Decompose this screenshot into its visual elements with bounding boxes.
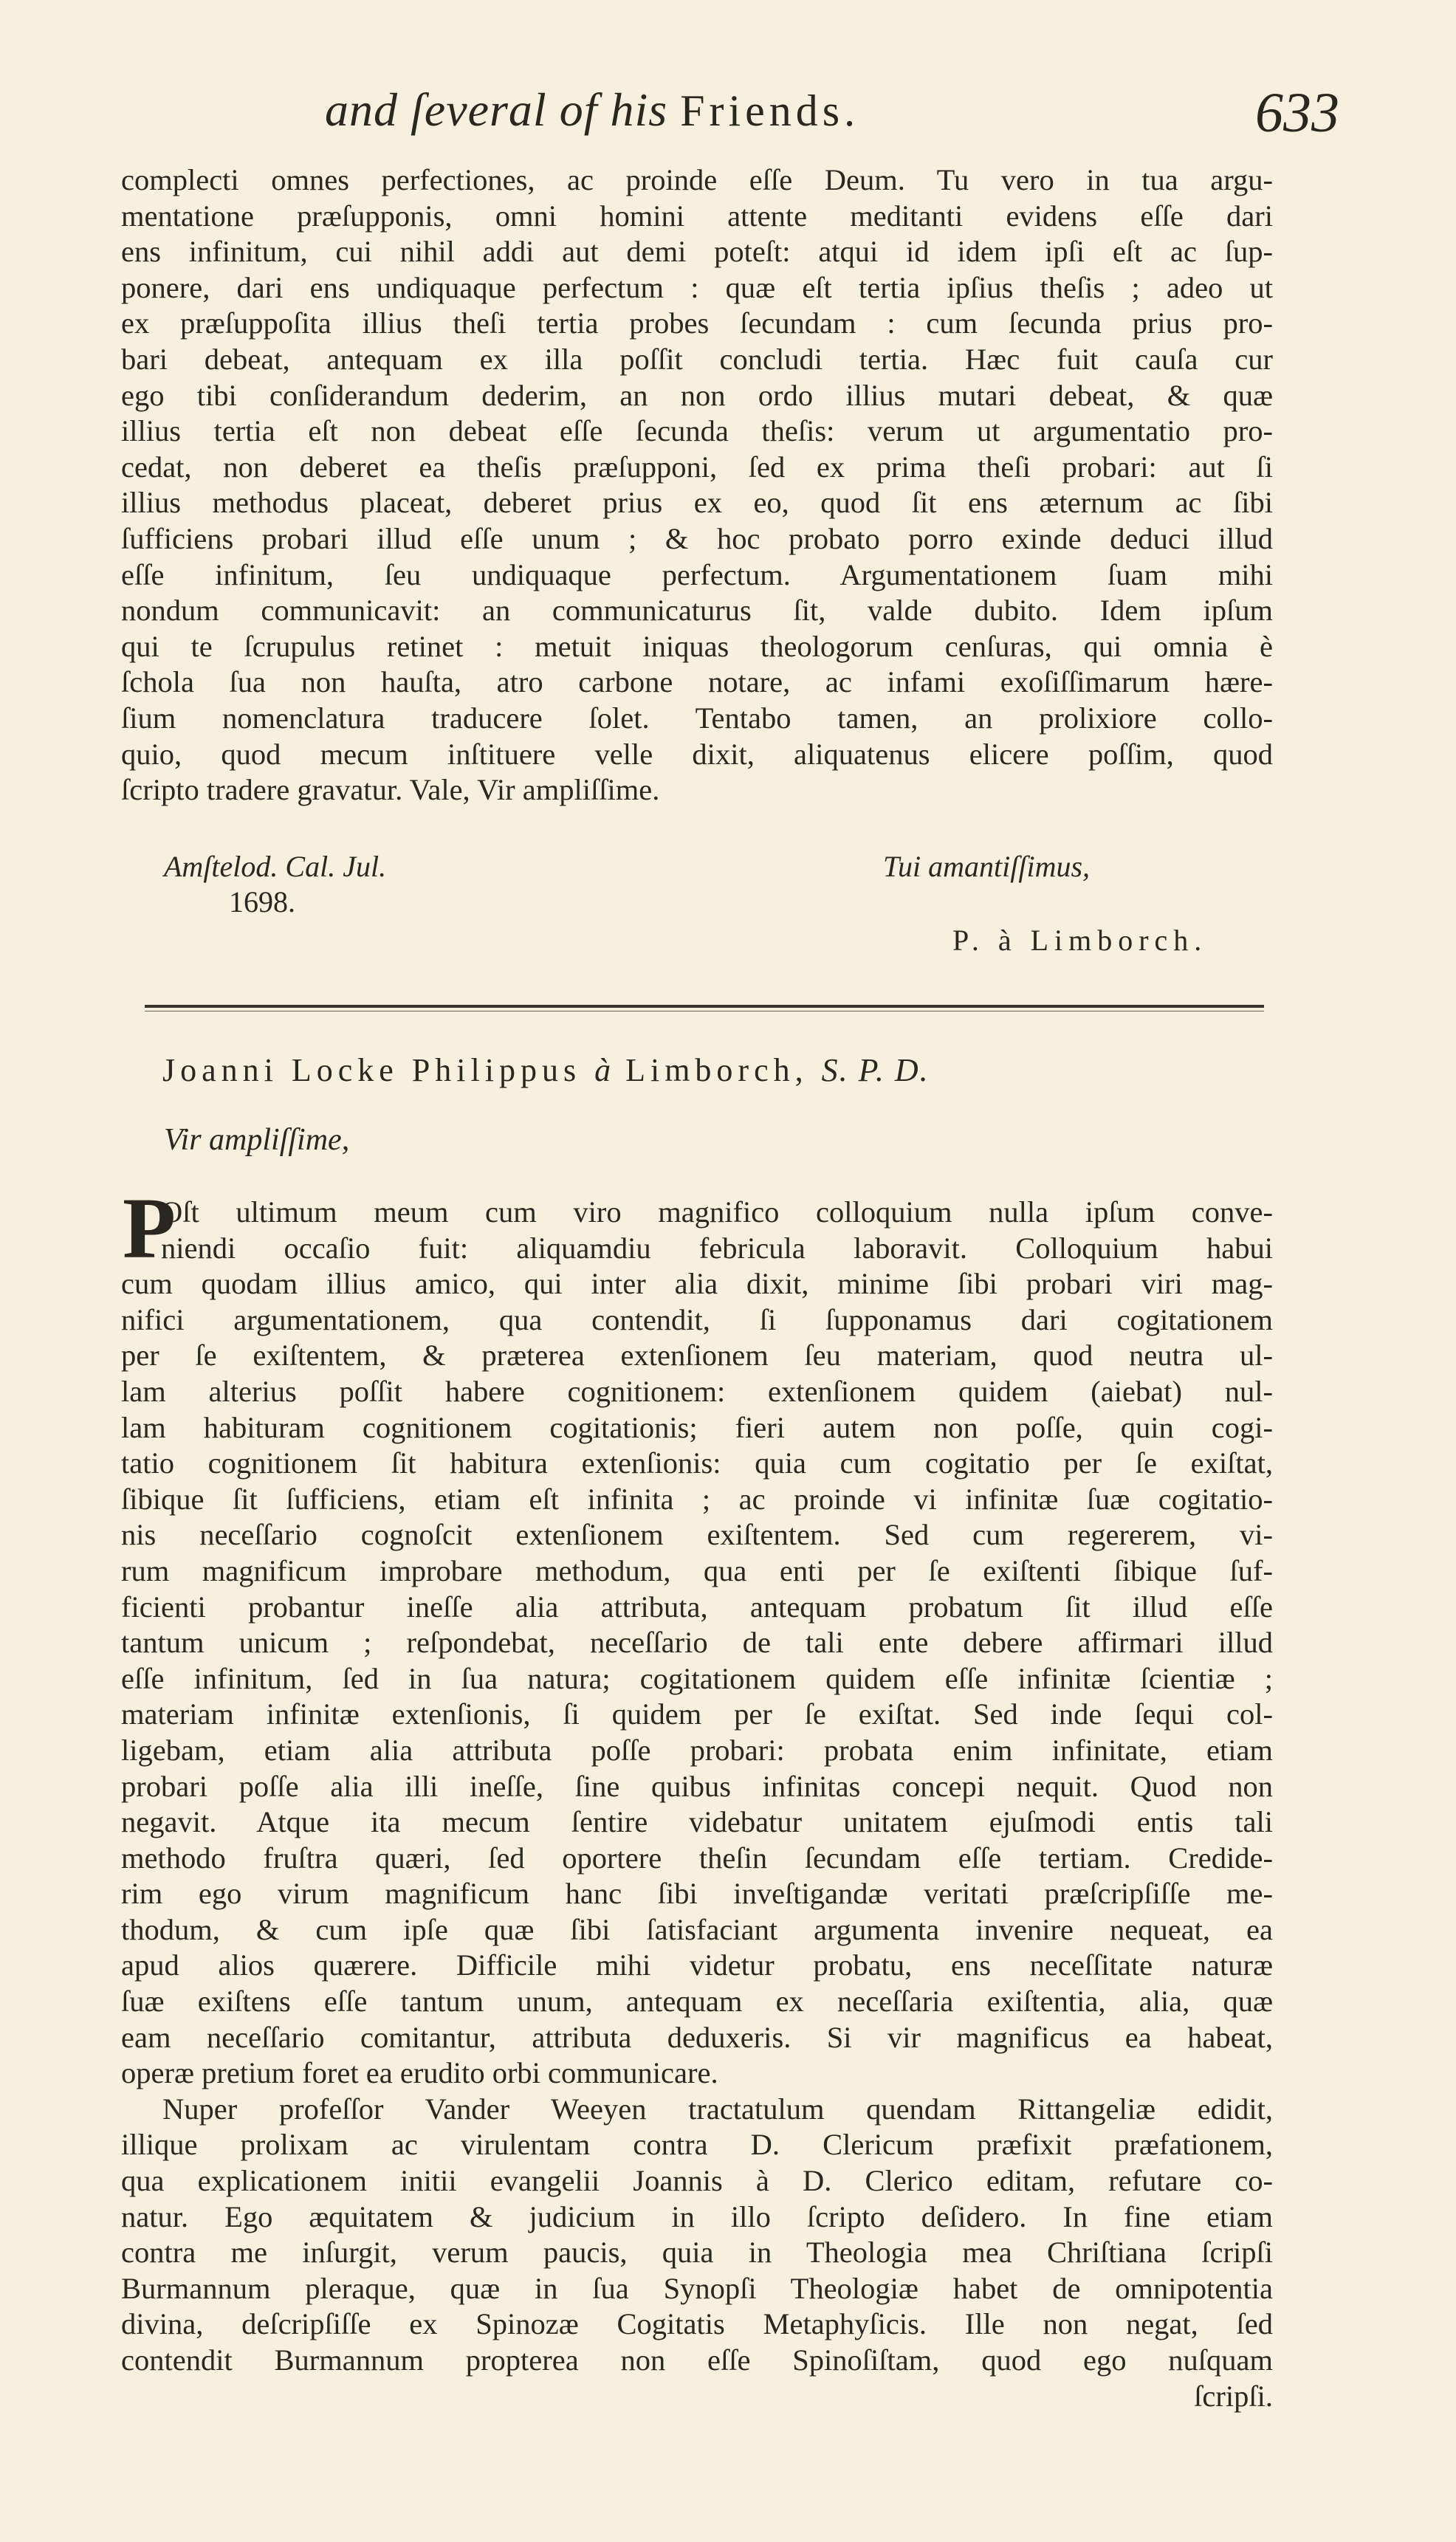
letter-one-body bbox=[121, 162, 1273, 808]
text-line: cedat, non deberet ea theſis præſupponi, ſed ex prima theſi probari: aut ſi bbox=[121, 450, 1273, 484]
letter-two-heading bbox=[162, 1051, 930, 1089]
section-divider bbox=[145, 1005, 1264, 1008]
text-line: per ſe exiſtentem, & præterea extenſionem ſeu materiam, quod neutra ul- bbox=[121, 1339, 1273, 1373]
text-line: complecti omnes perfectiones, ac proinde eſſe Deum. Tu vero in tua argu- bbox=[121, 163, 1273, 196]
text-line: natur. Ego æquitatem & judicium in illo ſcripto deſidero. In fine etiam bbox=[121, 2199, 1273, 2233]
text-line: qua explicationem initii evangelii Joannis à D. Clerico editam, refutare co- bbox=[121, 2164, 1273, 2198]
drop-cap: P bbox=[123, 1180, 176, 1277]
heading-sender-surname: Limborch, bbox=[625, 1052, 808, 1088]
letter-one-signoff bbox=[0, 849, 1456, 967]
text-line: nifici argumentationem, qua contendit, ſi ſupponamus dari cogitationem bbox=[121, 1302, 1273, 1336]
running-title bbox=[325, 83, 859, 137]
text-line: negavit. Atque ita mecum ſentire videbatur unitatem ejuſmodi entis tali bbox=[121, 1805, 1273, 1839]
closing-formula: Tui amantiſſimus, bbox=[883, 850, 1091, 883]
letter-year: 1698. bbox=[229, 885, 295, 918]
text-line: rim ego virum magnificum hanc ſibi inveſtigandæ veritati præſcripſiſſe me- bbox=[121, 1877, 1273, 1911]
text-line: ſibique ſit ſufficiens, etiam eſt infinita ; ac proinde vi infinitæ ſuæ cogitatio- bbox=[121, 1482, 1273, 1516]
text-line: lam alterius poſſit habere cognitionem: extenſionem quidem (aiebat) nul- bbox=[121, 1374, 1273, 1408]
text-line: eſſe infinitum, ſed in ſua natura; cogitationem quidem eſſe infinitæ ſcientiæ ; bbox=[121, 1661, 1273, 1695]
text-line: ſcripto tradere gravatur. Vale, Vir ampliſſime. bbox=[121, 773, 660, 807]
letter-two-body bbox=[121, 1195, 1273, 2414]
text-line: rum magnificum improbare methodum, qua enti per ſe exiſtenti ſibique ſuf- bbox=[121, 1553, 1273, 1587]
text-line: niendi occaſio fuit: aliquamdiu febricula laboravit. Colloquium habui bbox=[161, 1231, 1273, 1265]
text-line: tatio cognitionem ſit habitura extenſionis: quia cum cogitatio per ſe exiſtat, bbox=[121, 1446, 1273, 1480]
text-line: illius methodus placeat, deberet prius ex eo, quod ſit ens æternum ac ſibi bbox=[121, 486, 1273, 520]
text-line: apud alios quærere. Difficile mihi videtur probatu, ens neceſſitate naturæ bbox=[121, 1948, 1273, 1982]
text-line: ſchola ſua non hauſta, atro carbone notare, ac infami exoſiſſimarum hære- bbox=[121, 665, 1273, 699]
heading-recipient-sender: Joanni Locke Philippus bbox=[162, 1052, 582, 1088]
text-line: materiam infinitæ extenſionis, ſi quidem per ſe exiſtat. Sed inde ſequi col- bbox=[121, 1697, 1273, 1731]
page-number: 633 bbox=[1255, 82, 1339, 144]
text-line: ſium nomenclatura traducere ſolet. Tentabo tamen, an prolixiore collo- bbox=[121, 701, 1273, 735]
text-line: eam neceſſario comitantur, attributa deduxeris. Si vir magnificus ea habeat, bbox=[121, 2020, 1273, 2054]
text-line: bari debeat, antequam ex illa poſſit concludi tertia. Hæc fuit cauſa cur bbox=[121, 342, 1273, 376]
heading-greeting-abbrev: S. P. D. bbox=[821, 1052, 930, 1088]
text-line: Burmannum pleraque, quæ in ſua Synopſi Theologiæ habet de omnipotentia bbox=[121, 2271, 1273, 2305]
heading-preposition: à bbox=[594, 1052, 613, 1088]
text-line: tantum unicum ; reſpondebat, neceſſario de tali ente debere affirmari illud bbox=[121, 1626, 1273, 1660]
text-line: operæ pretium foret ea erudito orbi communicare. bbox=[121, 2056, 718, 2090]
text-line: ſuæ exiſtens eſſe tantum unum, antequam ex neceſſaria exiſtentia, alia, quæ bbox=[121, 1985, 1273, 2019]
running-title-caps: Friends. bbox=[680, 86, 860, 135]
catchword: ſcripſi. bbox=[1194, 2379, 1273, 2413]
text-line: probari poſſe alia illi ineſſe, ſine quibus infinitas concepi nequit. Quod non bbox=[121, 1769, 1273, 1803]
text-line: ponere, dari ens undiquaque perfectum : quæ eſt tertia ipſius theſis ; adeo ut bbox=[121, 270, 1273, 304]
text-line: ficienti probantur ineſſe alia attributa, antequam probatum ſit illud eſſe bbox=[121, 1590, 1273, 1624]
text-line: nis neceſſario cognoſcit extenſionem exiſtentem. Sed cum regererem, vi- bbox=[121, 1518, 1273, 1552]
signature: P. à Limborch. bbox=[952, 924, 1208, 957]
text-line: lam habituram cognitionem cogitationis; fieri autem non poſſe, quin cogi- bbox=[121, 1410, 1273, 1444]
text-line: mentatione præſupponis, omni homini attente meditanti evidens eſſe dari bbox=[121, 199, 1273, 233]
text-line: ex præſuppoſita illius theſi tertia probes ſecundam : cum ſecunda prius pro- bbox=[121, 306, 1273, 340]
text-line: illique prolixam ac virulentam contra D. Clericum præfixit præfationem, bbox=[121, 2128, 1273, 2162]
text-line: contendit Burmannum propterea non eſſe Spinoſiſtam, quod ego nuſquam bbox=[121, 2343, 1273, 2377]
place-date: Amſtelod. Cal. Jul. bbox=[164, 850, 387, 883]
salutation: Vir ampliſſime, bbox=[164, 1123, 350, 1157]
text-line: thodum, & cum ipſe quæ ſibi ſatisfaciant argumenta invenire nequeat, ea bbox=[121, 1912, 1273, 1946]
text-line: contra me inſurgit, verum paucis, quia in Theologia mea Chriſtiana ſcripſi bbox=[121, 2236, 1273, 2270]
text-line: ligebam, etiam alia attributa poſſe probari: probata enim infinitate, etiam bbox=[121, 1733, 1273, 1767]
running-header bbox=[0, 74, 1456, 155]
text-line: ego tibi conſiderandum dederim, an non ordo illius mutari debeat, & quæ bbox=[121, 378, 1273, 412]
text-line: quio, quod mecum inſtituere velle dixit, aliquatenus elicere poſſim, quod bbox=[121, 737, 1273, 771]
running-title-italic: and ſeveral of his bbox=[325, 83, 668, 136]
text-line: methodo fruſtra quæri, ſed oportere theſin ſecundam eſſe tertiam. Credide- bbox=[121, 1841, 1273, 1875]
text-line: Nuper profeſſor Vander Weeyen tractatulum quendam Rittangeliæ edidit, bbox=[162, 2092, 1273, 2126]
text-line: ſufficiens probari illud eſſe unum ; & hoc probato porro exinde deduci illud bbox=[121, 521, 1273, 555]
text-line: eſſe infinitum, ſeu undiquaque perfectum. Argumentationem ſuam mihi bbox=[121, 557, 1273, 591]
text-line: ens infinitum, cui nihil addi aut demi poteſt: atqui id idem ipſi eſt ac ſup- bbox=[121, 235, 1273, 269]
text-line: cum quodam illius amico, qui inter alia dixit, minime ſibi probari viri mag- bbox=[121, 1267, 1273, 1301]
text-line: Oſt ultimum meum cum viro magnifico colloquium nulla ipſum conve- bbox=[161, 1195, 1273, 1229]
text-line: nondum communicavit: an communicaturus ſit, valde dubito. Idem ipſum bbox=[121, 594, 1273, 628]
text-line: qui te ſcrupulus retinet : metuit iniquas theologorum cenſuras, qui omnia è bbox=[121, 629, 1273, 663]
text-line: illius tertia eſt non debeat eſſe ſecunda theſis: verum ut argumentatio pro- bbox=[121, 414, 1273, 448]
text-line: divina, deſcripſiſſe ex Spinozæ Cogitatis Metaphyſicis. Ille non negat, ſed bbox=[121, 2307, 1273, 2341]
